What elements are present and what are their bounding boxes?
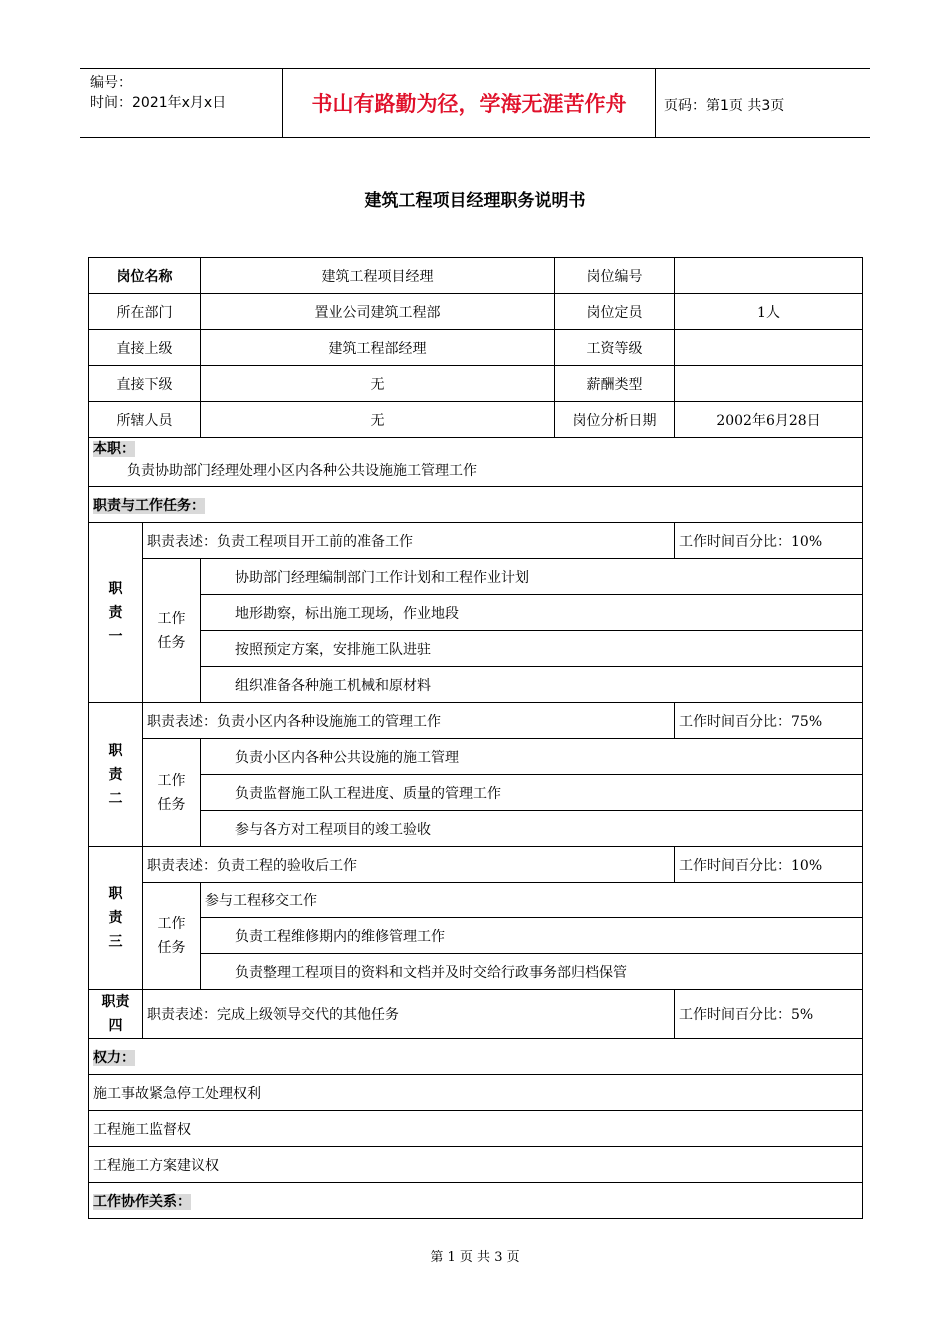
resp1-task-row [89,631,863,667]
analysis-date-value: 2002年6月28日 [675,402,863,438]
resp3-percent: 工作时间百分比：10% [675,847,863,883]
resp1-task-label: 工作 任务 [143,559,201,703]
resp1-task-row [89,595,863,631]
cooperation-label: 工作协作关系： [89,1183,863,1219]
resp1-task-4: 组织准备各种施工机械和原材料 [201,667,863,703]
resp3-task-label: 工作 任务 [143,883,201,990]
power-item-3: 工程施工方案建议权 [89,1147,863,1183]
resp2-task-row [89,739,863,775]
row-power-header [89,1039,863,1075]
power-item-2: 工程施工监督权 [89,1111,863,1147]
duty-label: 本职： [93,441,135,457]
resp3-task-1: 参与工程移交工作 [201,883,863,918]
resp4-desc: 职责表述：完成上级领导交代的其他任务 [143,990,675,1039]
resp4-percent: 工作时间百分比：5% [675,990,863,1039]
row-duty [89,438,863,487]
header-page-info: 页码：第1页 共3页 [664,98,785,114]
power-label: 权力： [89,1039,863,1075]
resp1-task-2: 地形勘察，标出施工现场，作业地段 [201,595,863,631]
analysis-date-label: 岗位分析日期 [555,402,675,438]
resp3-desc: 职责表述：负责工程的验收后工作 [143,847,675,883]
staff-value: 1人 [675,294,863,330]
resp2-desc: 职责表述：负责小区内各种设施施工的管理工作 [143,703,675,739]
power-row [89,1075,863,1111]
post-name-label: 岗位名称 [89,258,201,294]
duty-text: 负责协助部门经理处理小区内各种公共设施施工管理工作 [127,463,477,479]
row-dept [89,294,863,330]
resp1-task-3: 按照预定方案，安排施工队进驻 [201,631,863,667]
resp3-task-2: 负责工程维修期内的维修管理工作 [201,918,863,954]
resp2-task-label: 工作 任务 [143,739,201,847]
salary-grade-value [675,330,863,366]
resp1-desc-row [89,523,863,559]
resp2-task-3: 参与各方对工程项目的竣工验收 [201,811,863,847]
resp3-task-row [89,883,863,918]
resp4-title: 职责 四 [89,990,143,1039]
power-item-1: 施工事故紧急停工处理权利 [89,1075,863,1111]
subordinate-label: 直接下级 [89,366,201,402]
doc-number-label: 编号： [90,75,132,91]
resp3-task-row [89,918,863,954]
power-row [89,1147,863,1183]
staff-label: 岗位定员 [555,294,675,330]
resp1-task-1: 协助部门经理编制部门工作计划和工程作业计划 [201,559,863,595]
row-superior [89,330,863,366]
resp3-task-3: 负责整理工程项目的资料和文档并及时交给行政事务部归档保管 [201,954,863,990]
power-row [89,1111,863,1147]
superior-value: 建筑工程部经理 [201,330,555,366]
resp1-task-row [89,667,863,703]
row-subordinate [89,366,863,402]
resp1-percent: 工作时间百分比：10% [675,523,863,559]
post-no-value [675,258,863,294]
responsibilities-label: 职责与工作任务： [89,487,863,523]
pay-type-value [675,366,863,402]
document-title: 建筑工程项目经理职务说明书 [364,191,586,211]
post-no-label: 岗位编号 [555,258,675,294]
post-name-value: 建筑工程项目经理 [201,258,555,294]
resp1-title: 职 责 一 [89,523,143,703]
dept-value: 置业公司建筑工程部 [201,294,555,330]
row-cooperation-header [89,1183,863,1219]
resp2-desc-row [89,703,863,739]
page-header [80,68,870,138]
row-post-name [89,258,863,294]
resp2-percent: 工作时间百分比：75% [675,703,863,739]
salary-grade-label: 工资等级 [555,330,675,366]
header-slogan: 书山有路勤为径，学海无涯苦作舟 [282,69,656,137]
resp2-task-2: 负责监督施工队工程进度、质量的管理工作 [201,775,863,811]
subordinate-value: 无 [201,366,555,402]
header-meta [86,69,282,137]
duty-cell [89,438,863,487]
dept-label: 所在部门 [89,294,201,330]
resp3-title: 职 责 三 [89,847,143,990]
resp2-task-row [89,775,863,811]
resp4-row [89,990,863,1039]
resp3-desc-row [89,847,863,883]
resp3-task-row [89,954,863,990]
managed-value: 无 [201,402,555,438]
resp1-task-row [89,559,863,595]
row-managed [89,402,863,438]
resp2-task-row [89,811,863,847]
resp1-desc: 职责表述：负责工程项目开工前的准备工作 [143,523,675,559]
row-responsibilities-header [89,487,863,523]
job-description-table [88,257,863,1219]
resp2-task-1: 负责小区内各种公共设施的施工管理 [201,739,863,775]
page-footer: 第 1 页 共 3 页 [430,1250,520,1265]
resp2-title: 职 责 二 [89,703,143,847]
pay-type-label: 薪酬类型 [555,366,675,402]
managed-label: 所辖人员 [89,402,201,438]
doc-time-label: 时间：2021年x月x日 [90,95,227,111]
superior-label: 直接上级 [89,330,201,366]
